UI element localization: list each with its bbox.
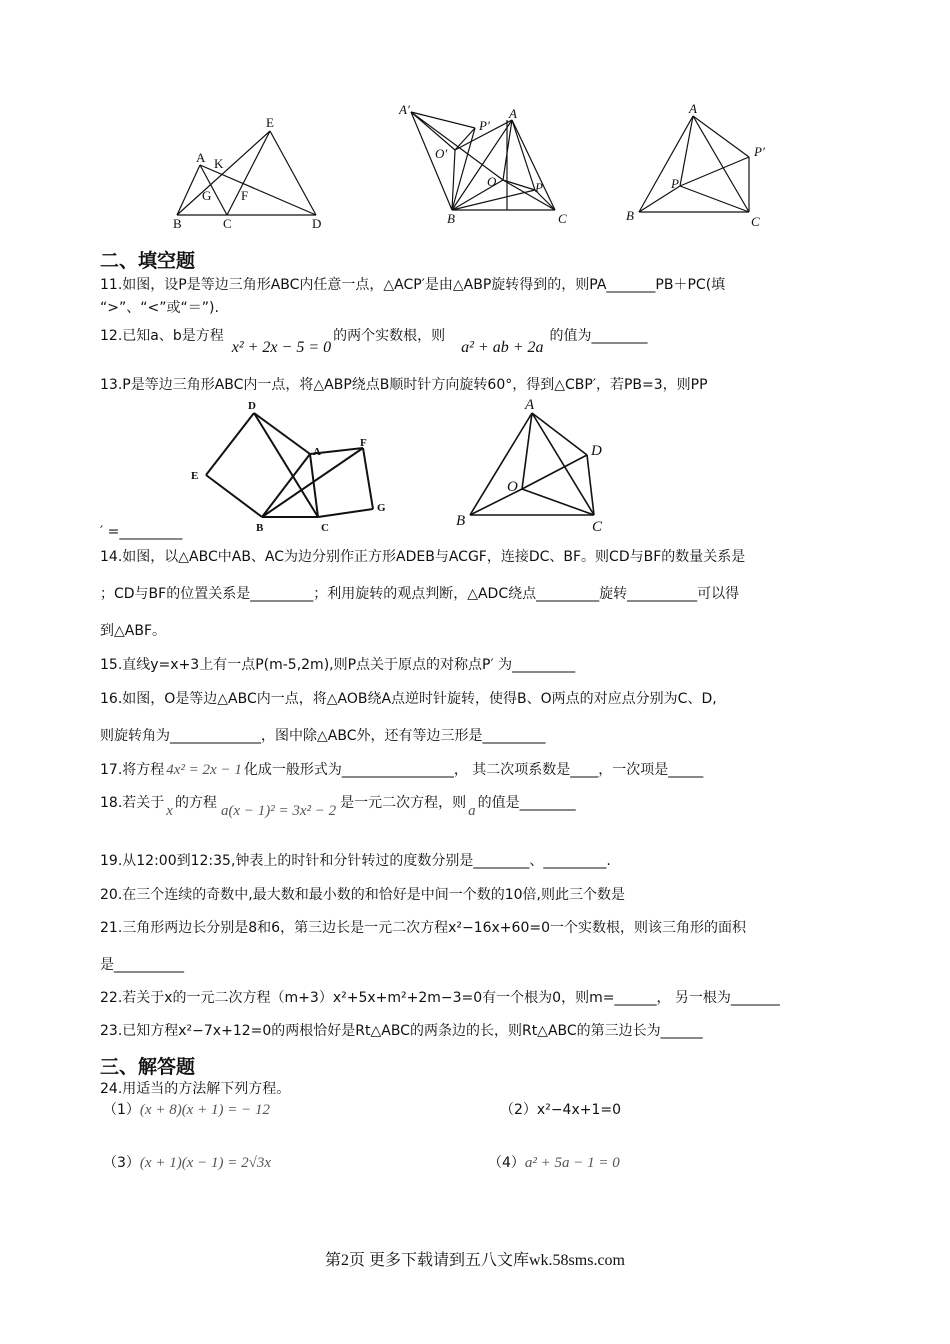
q17-post: 化成一般形式为________________， 其二次项系数是____，一次项是_____ xyxy=(243,762,704,778)
label-p-prime: P′ xyxy=(479,118,490,133)
label-a: A xyxy=(196,150,206,165)
label-b: B xyxy=(626,208,634,223)
label-k: K xyxy=(214,156,224,171)
figure-equilateral-abc-o xyxy=(452,393,622,538)
question-21: 21.三角形两边长分别是8和6，第三边长是一元二次方程x²−16x+60=0一个实数根，则该三角形的面积 xyxy=(100,920,746,936)
question-24-part-4 xyxy=(488,1154,620,1172)
q18-equation: a(x − 1)² = 3x² − 2 xyxy=(220,803,337,819)
question-12 xyxy=(100,327,648,356)
label-p: P xyxy=(671,176,679,191)
question-19: 19.从12:00到12:35,钟表上的时针和分针转过的度数分别是________、_________. xyxy=(100,853,611,869)
label-o: O xyxy=(507,479,518,495)
label-a: A xyxy=(689,101,697,116)
label-b: B xyxy=(447,211,455,226)
p3-equation: (x + 1)(x − 1) = 2√3x xyxy=(139,1155,271,1171)
question-20: 20.在三个连续的奇数中,最大数和最小数的和恰好是中间一个数的10倍,则此三个数是 xyxy=(100,887,625,903)
p1-equation: (x + 8)(x + 1) = − 12 xyxy=(139,1102,270,1118)
label-d: D xyxy=(248,400,256,412)
question-11-cont: “>”、“<”或“＝”). xyxy=(100,300,219,316)
label-p-prime: P′ xyxy=(754,144,765,159)
figure-squares-on-triangle xyxy=(188,397,398,537)
question-24-part-1 xyxy=(103,1101,270,1119)
label-c: C xyxy=(751,214,760,229)
label-f: F xyxy=(360,437,367,449)
question-24-part-3 xyxy=(103,1154,271,1172)
question-17 xyxy=(100,761,703,779)
q18-post: 是一元二次方程，则 xyxy=(340,795,467,811)
q18-var-a: a xyxy=(468,803,476,819)
q12-post: 的值为________ xyxy=(549,328,648,344)
figure-equilateral-rotation xyxy=(623,100,783,230)
figure-rotation-two-triangles xyxy=(395,100,575,228)
question-24: 24.用适当的方法解下列方程。 xyxy=(100,1081,291,1097)
q12-expression: a² + ab + 2a xyxy=(461,339,544,356)
question-24-part-2 xyxy=(500,1101,621,1119)
q12-pre: 12.已知a、b是方程 xyxy=(100,328,224,344)
p4-equation: a² + 5a − 1 = 0 xyxy=(524,1155,620,1171)
question-14: 14.如图，以△ABC中AB、AC为边分别作正方形ADEB与ACGF，连接DC、BF。则CD与BF的数量关系是 xyxy=(100,549,746,565)
question-22: 22.若关于x的一元二次方程（m+3）x²+5x+m²+2m−3=0有一个根为0，则m=______， 另一根为_______ xyxy=(100,990,780,1006)
label-a: A xyxy=(313,446,321,458)
label-c: C xyxy=(558,211,567,226)
p2-label: （2） xyxy=(500,1102,537,1118)
p1-label: （1） xyxy=(103,1102,140,1118)
label-a-prime: A′ xyxy=(399,102,410,117)
label-a: A xyxy=(525,397,535,413)
label-a: A xyxy=(509,106,517,121)
label-g: G xyxy=(202,188,212,203)
question-18 xyxy=(100,794,576,819)
label-b: B xyxy=(173,216,182,231)
label-c: C xyxy=(321,522,329,534)
label-o-prime: O′ xyxy=(435,146,448,161)
question-11: 11.如图，设P是等边三角形ABC内任意一点，△ACP′是由△ABP旋转得到的，则PA_______PB＋PC(填 xyxy=(100,277,726,293)
page-footer: 第2页 更多下载请到五八文库wk.58sms.com xyxy=(324,1252,625,1269)
question-13-cont: ′ =_________ xyxy=(100,524,183,540)
q18-mid: 的方程 xyxy=(174,795,217,811)
label-b: B xyxy=(456,513,466,529)
q18-pre: 18.若关于 xyxy=(100,795,165,811)
section-heading-answer: 三、解答题 xyxy=(100,1056,196,1078)
label-d: D xyxy=(591,443,602,459)
figure-triangle-bcde xyxy=(170,112,330,232)
q18-post2: 的值是________ xyxy=(477,795,576,811)
question-21-cont: 是__________ xyxy=(100,957,184,973)
label-o: O xyxy=(487,174,497,189)
question-14-cont: ；CD与BF的位置关系是_________；利用旋转的观点判断，△ADC绕点_________旋转__________可以得 xyxy=(100,586,740,602)
question-14-cont2: 到△ABF。 xyxy=(100,623,167,639)
question-16: 16.如图，O是等边△ABC内一点，将△AOB绕A点逆时针旋转，使得B、O两点的对应点分别为C、D, xyxy=(100,691,717,707)
section-heading-fill-in: 二、填空题 xyxy=(100,250,196,272)
label-f: F xyxy=(241,188,249,203)
label-c: C xyxy=(592,519,603,535)
question-16-cont: 则旋转角为_____________，图中除△ABC外，还有等边三形是_________ xyxy=(100,728,546,744)
q12-mid: 的两个实数根，则 xyxy=(333,328,446,344)
q12-equation: x² + 2x − 5 = 0 xyxy=(231,339,332,356)
p3-label: （3） xyxy=(103,1155,140,1171)
label-e: E xyxy=(266,115,274,130)
question-13: 13.P是等边三角形ABC内一点，将△ABP绕点B顺时针方向旋转60°，得到△CBP′，若PB=3，则PP xyxy=(100,377,708,393)
label-c: C xyxy=(223,216,232,231)
q17-pre: 17.将方程 xyxy=(100,762,165,778)
q17-equation: 4x² = 2x − 1 xyxy=(166,762,242,778)
label-p: P xyxy=(535,180,543,195)
p4-label: （4） xyxy=(488,1155,525,1171)
label-e: E xyxy=(191,470,199,482)
label-g: G xyxy=(377,502,386,514)
question-15: 15.直线y=x+3上有一点P(m-5,2m),则P点关于原点的对称点P′ 为_________ xyxy=(100,657,576,673)
question-23: 23.已知方程x²−7x+12=0的两根恰好是Rt△ABC的两条边的长，则Rt△ABC的第三边长为______ xyxy=(100,1023,703,1039)
label-d: D xyxy=(312,216,322,231)
p2-equation: x²−4x+1=0 xyxy=(536,1102,622,1118)
label-b: B xyxy=(256,522,264,534)
q18-var-x: x xyxy=(166,803,173,819)
